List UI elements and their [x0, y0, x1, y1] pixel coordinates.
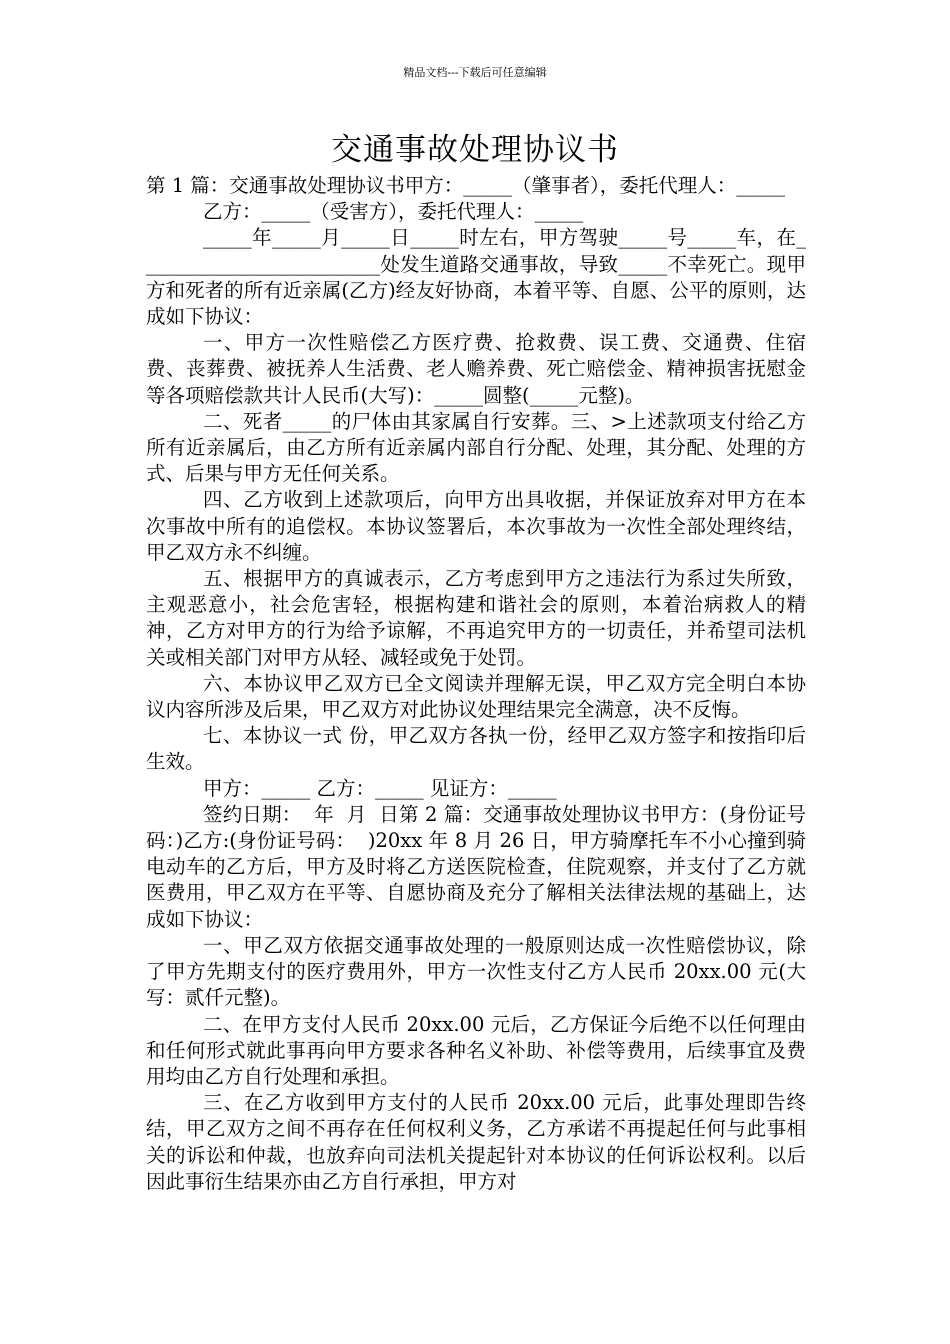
document-body [146, 173, 806, 1195]
paragraph-8: 六、本协议甲乙双方已全文阅读并理解无误，甲乙双方完全明白本协议内容所涉及后果，甲乙双方对此协议处理结果完全满意，决不反悔。 [146, 671, 806, 722]
paragraph-14: 三、在乙方收到甲方支付的人民币 20xx.00 元后，此事处理即告终结，甲乙双方之间不再存在任何权利义务，乙方承诺不再提起任何与此事相关的诉讼和仲裁，也放弃向司法机关提起针对本协议的任何诉讼权利。以后因此事衍生结果亦由乙方自行承担，甲方对 [146, 1091, 806, 1193]
document-title: 交通事故处理协议书 [331, 132, 619, 168]
paragraph-5: 二、死者_____的尸体由其家属自行安葬。三、>上述款项支付给乙方所有近亲属后，由乙方所有近亲属内部自行分配、处理，其分配、处理的方式、后果与甲方无任何关系。 [146, 409, 806, 486]
header-note: 精品文档---下载后可任意编辑 [403, 66, 547, 79]
paragraph-13: 二、在甲方支付人民币 20xx.00 元后，乙方保证今后绝不以任何理由和任何形式就此事再向甲方要求各种名义补助、补偿等费用，后续事宜及费用均由乙方自行处理和承担。 [146, 1012, 806, 1088]
signature-line: 甲方：_____ 乙方：_____ 见证方：_____ [203, 776, 557, 800]
paragraph-1: 第 1 篇：交通事故处理协议书甲方：_____（肇事者），委托代理人：_____ [146, 174, 786, 197]
paragraph-2: 乙方：_____（受害方），委托代理人：_____ [203, 200, 584, 224]
paragraph-12: 一、甲乙双方依据交通事故处理的一般原则达成一次性赔偿协议，除了甲方先期支付的医疗费用外，甲方一次性支付乙方人民币 20xx.00 元(大写：贰仟元整)。 [146, 933, 806, 1010]
paragraph-7: 五、根据甲方的真诚表示，乙方考虑到甲方之违法行为系过失所致，主观恶意小，社会危害轻，根据构建和谐社会的原则，本着治病救人的精神，乙方对甲方的行为给予谅解，不再追究甲方的一切责任，并希望司法机关或相关部门对甲方从轻、减轻或免于处罚。 [146, 567, 806, 669]
paragraph-11: 签约日期： 年 月 日第 2 篇：交通事故处理协议书甲方：(身份证号码：)乙方:(身份证号码： )20xx 年 8 月 26 日，甲方骑摩托车不小心撞到骑电动车的乙方后，甲方及时将乙方送医院检查，住院观察，并支付了乙方就医费用，甲乙双方在平等、自愿协商及充分了解相关法律法规的基础上，达成如下协议： [146, 802, 806, 931]
paragraph-4: 一、甲方一次性赔偿乙方医疗费、抢救费、误工费、交通费、住宿费、丧葬费、被抚养人生活费、老人赡养费、死亡赔偿金、精神损害抚慰金等各项赔偿款共计人民币(大写)：_____圆整(_____元整)。 [146, 331, 806, 407]
paragraph-9: 七、本协议一式 份，甲乙双方各执一份，经甲乙双方签字和按指印后生效。 [146, 724, 806, 774]
paragraph-3: _____年_____月_____日_____时左右，甲方驾驶_____号_____车，在_________________________处发生道路交通事故，导致_____不幸死亡。现甲方和死者的所有近亲属(乙方)经友好协商，本着平等、自愿、公平的原则，达成如下协议： [146, 226, 806, 329]
paragraph-6: 四、乙方收到上述款项后，向甲方出具收据，并保证放弃对甲方在本次事故中所有的追偿权。本协议签署后，本次事故为一次性全部处理终结，甲乙双方永不纠缠。 [146, 488, 806, 564]
